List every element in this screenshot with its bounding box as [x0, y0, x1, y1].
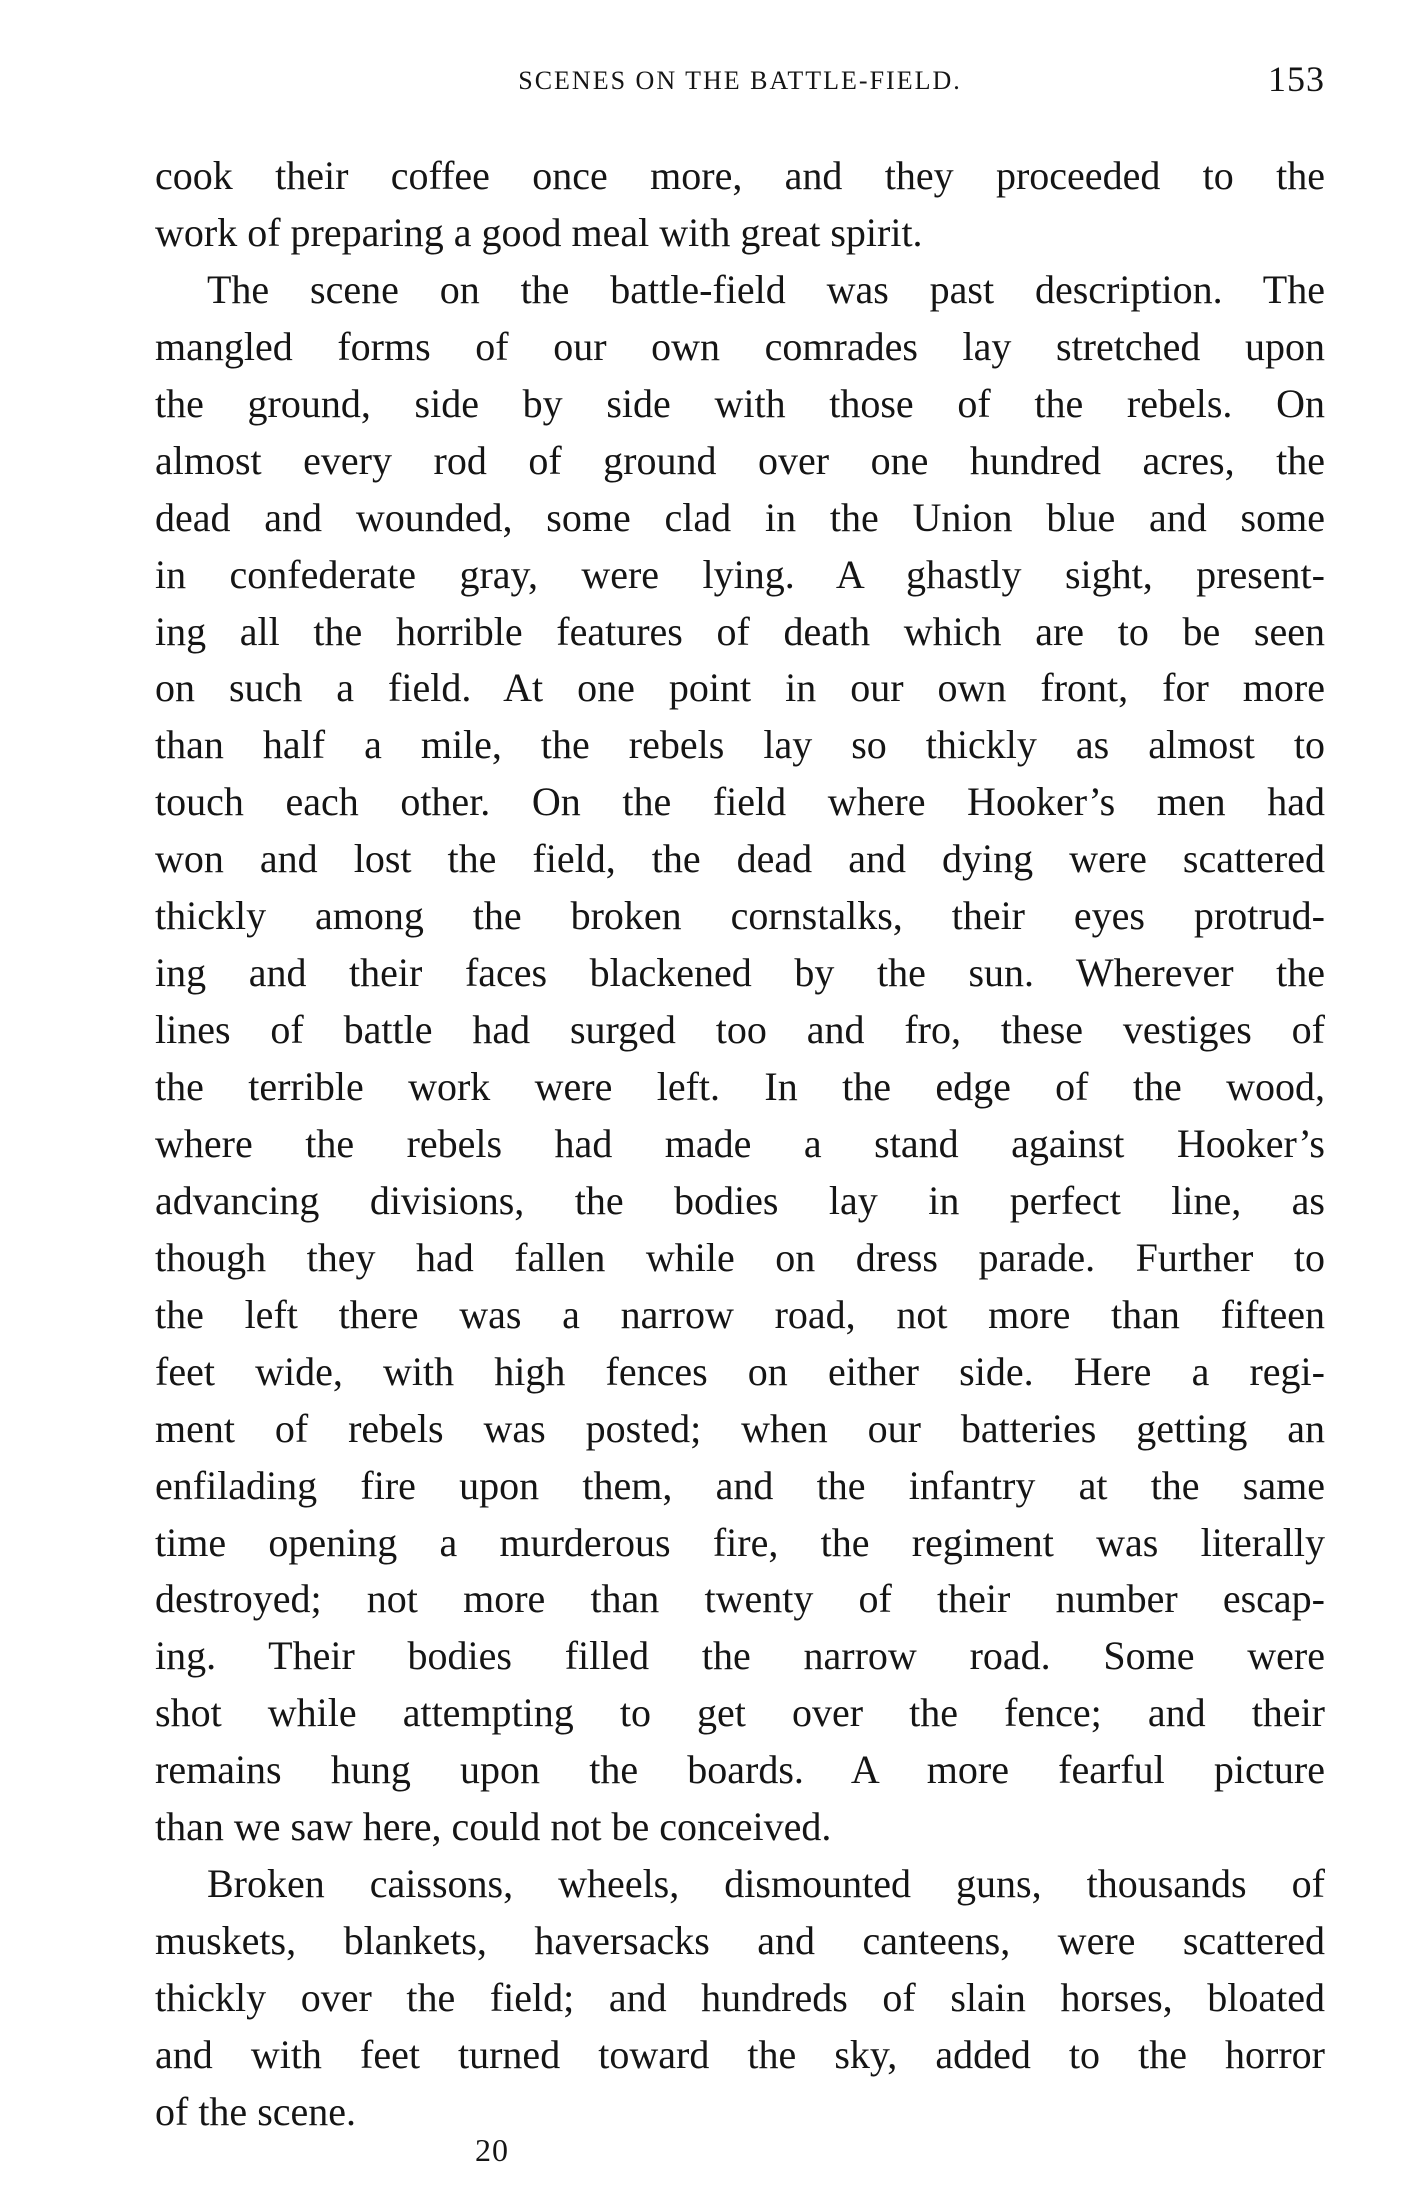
- text-line: The scene on the battle-field was past description. The: [207, 266, 1325, 312]
- text-line: remains hung upon the boards. A more fearful picture: [155, 1747, 1325, 1793]
- text-line: the ground, side by side with those of the rebels. On: [155, 380, 1325, 426]
- text-line: enfilading fire upon them, and the infantry at the same: [155, 1462, 1325, 1508]
- text-line: though they had fallen while on dress parade. Further to: [155, 1234, 1325, 1280]
- signature-mark: 20: [475, 2132, 509, 2168]
- text-line: ing and their faces blackened by the sun. Wherever the: [155, 950, 1325, 996]
- text-line: thickly over the field; and hundreds of slain horses, bloated: [155, 1975, 1325, 2020]
- text-line: destroyed; not more than twenty of their number escap-: [155, 1576, 1325, 1622]
- text-line: the left there was a narrow road, not more than fifteen: [155, 1291, 1325, 1337]
- text-line: mangled forms of our own comrades lay stretched upon: [155, 323, 1325, 369]
- text-line: Broken caissons, wheels, dismounted guns, thousands of: [207, 1861, 1325, 1907]
- text-line: ing. Their bodies filled the narrow road. Some were: [155, 1633, 1325, 1679]
- running-title: SCENES ON THE BATTLE-FIELD.: [518, 66, 962, 95]
- text-line: ment of rebels was posted; when our batteries getting an: [155, 1405, 1325, 1451]
- text-line: on such a field. At one point in our own front, for more: [155, 665, 1325, 711]
- text-line: than half a mile, the rebels lay so thickly as almost to: [155, 722, 1325, 768]
- text-line: lines of battle had surged too and fro, these vestiges of: [155, 1007, 1325, 1053]
- text-line: thickly among the broken cornstalks, their eyes protrud-: [155, 893, 1325, 939]
- text-line: where the rebels had made a stand against Hooker’s: [155, 1120, 1325, 1166]
- text-line: feet wide, with high fences on either side. Here a regi-: [155, 1348, 1325, 1394]
- text-line: and with feet turned toward the sky, added to the horror: [155, 2031, 1325, 2077]
- text-line: time opening a murderous fire, the regiment was literally: [155, 1519, 1325, 1565]
- text-line: than we saw here, could not be conceived.: [155, 1804, 832, 1850]
- text-line: work of preparing a good meal with great spirit.: [155, 209, 923, 255]
- text-line: cook their coffee once more, and they proceeded to the: [155, 153, 1325, 198]
- text-line: shot while attempting to get over the fence; and their: [155, 1690, 1325, 1736]
- text-line: won and lost the field, the dead and dying were scattered: [155, 836, 1325, 882]
- text-line: muskets, blankets, haversacks and canteens, were scattered: [155, 1918, 1325, 1964]
- page-number: 153: [1268, 59, 1325, 99]
- text-line: advancing divisions, the bodies lay in perfect line, as: [155, 1177, 1325, 1223]
- text-line: the terrible work were left. In the edge of the wood,: [155, 1064, 1325, 1109]
- running-head: [155, 54, 1325, 104]
- text-line: in confederate gray, were lying. A ghastly sight, present-: [155, 551, 1325, 597]
- text-line: almost every rod of ground over one hundred acres, the: [155, 437, 1325, 483]
- text-line: ing all the horrible features of death which are to be seen: [155, 608, 1325, 654]
- text-line: of the scene.: [155, 2088, 357, 2134]
- text-line: touch each other. On the field where Hooker’s men had: [155, 779, 1325, 825]
- body-text: [155, 148, 1325, 2141]
- text-line: dead and wounded, some clad in the Union blue and some: [155, 494, 1325, 540]
